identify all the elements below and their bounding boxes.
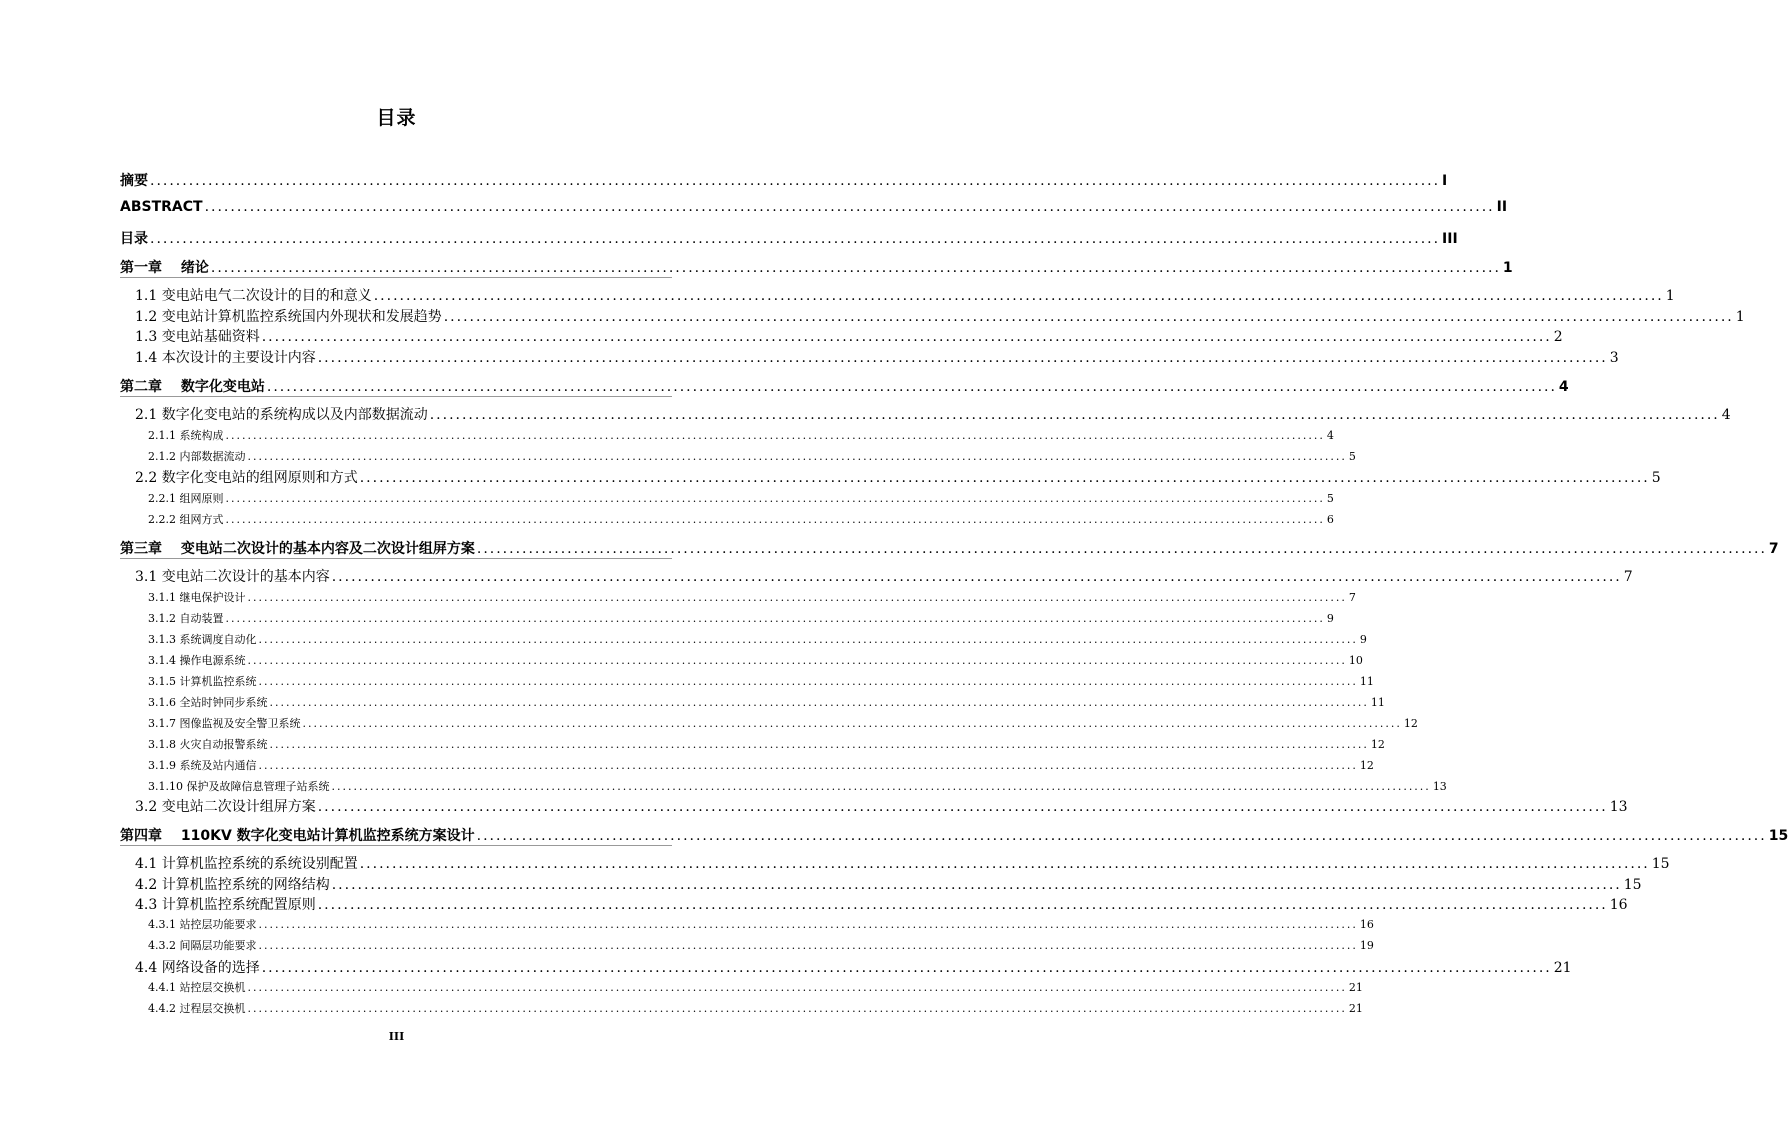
toc-entry-page: 11 (1370, 696, 1385, 709)
toc-entry-page: 5 (1348, 450, 1356, 463)
toc-entry[interactable] (135, 796, 1628, 816)
toc-entry[interactable] (148, 589, 1356, 605)
toc-entry[interactable] (148, 778, 1447, 794)
toc-entry-label: 1.3 变电站基础资料 (135, 329, 260, 345)
page-number-footer: III (388, 1030, 405, 1043)
toc-entry[interactable] (135, 894, 1628, 914)
toc-entry-page: 13 (1609, 799, 1628, 815)
toc-entry-page: 1 (1502, 260, 1513, 276)
toc-entry[interactable] (135, 853, 1670, 873)
leader-dots: ........................................................................................................................................................................................................ (476, 828, 1767, 844)
toc-entry[interactable] (135, 957, 1572, 977)
toc-entry[interactable] (148, 673, 1374, 689)
leader-dots: ........................................................................................................................................................................................................ (373, 288, 1664, 304)
leader-dots: ........................................................................................................................................................................................................ (261, 960, 1552, 976)
toc-entry[interactable] (148, 511, 1334, 527)
toc-entry[interactable] (148, 979, 1363, 995)
toc-entry-label: 第四章 110KV 数字化变电站计算机监控系统方案设计 (120, 828, 475, 844)
toc-entry[interactable] (148, 736, 1385, 752)
leader-dots: ........................................................................................................................................................................................................ (331, 780, 1431, 793)
leader-dots: ........................................................................................................................................................................................................ (225, 513, 1325, 526)
toc-entry-label: 3.1 变电站二次设计的基本内容 (135, 569, 330, 585)
leader-dots: ........................................................................................................................................................................................................ (359, 470, 1650, 486)
toc-entry[interactable] (148, 1000, 1363, 1016)
toc-entry-page: 4 (1721, 407, 1731, 423)
toc-entry-label: 3.1.7 图像监视及安全警卫系统 (148, 717, 301, 730)
toc-entry-page: 15 (1623, 877, 1642, 893)
toc-entry[interactable] (148, 757, 1374, 773)
toc-entry-page: 1 (1665, 288, 1675, 304)
leader-dots: ........................................................................................................................................................................................................ (317, 897, 1608, 913)
leader-dots: ........................................................................................................................................................................................................ (317, 350, 1608, 366)
toc-entry-label: 4.3.2 间隔层功能要求 (148, 939, 257, 952)
leader-dots: ........................................................................................................................................................................................................ (317, 799, 1608, 815)
toc-entry[interactable] (148, 490, 1334, 506)
toc-entry[interactable] (135, 347, 1619, 367)
toc-entry-page: III (1442, 231, 1458, 247)
leader-dots: ........................................................................................................................................................................................................ (247, 450, 1347, 463)
toc-entry-page: 2 (1553, 329, 1563, 345)
toc-entry-label: 2.2.2 组网方式 (148, 513, 224, 526)
toc-entry[interactable] (135, 285, 1675, 305)
leader-dots: ........................................................................................................................................................................................................ (258, 939, 1358, 952)
toc-entry-label: 4.4.1 站控层交换机 (148, 981, 246, 994)
toc-entry-label: ABSTRACT (120, 199, 203, 215)
toc-entry-label: 2.1 数字化变电站的系统构成以及内部数据流动 (135, 407, 428, 423)
toc-entry-page: 10 (1348, 654, 1363, 667)
toc-entry-label: 4.3 计算机监控系统配置原则 (135, 897, 316, 913)
toc-entry-page: 13 (1432, 780, 1447, 793)
toc-entry-label: 4.3.1 站控层功能要求 (148, 918, 257, 931)
toc-entry-page: 3 (1609, 350, 1619, 366)
toc-entry-page: 12 (1370, 738, 1385, 751)
toc-entry[interactable] (120, 376, 1569, 396)
toc-entry-page: 12 (1403, 717, 1418, 730)
toc-entry-label: 3.1.9 系统及站内通信 (148, 759, 257, 772)
toc-entry[interactable] (120, 257, 1513, 277)
toc-entry-label: 第二章 数字化变电站 (120, 379, 265, 395)
page-title: 目录 (376, 107, 417, 129)
leader-dots: ........................................................................................................................................................................................................ (225, 429, 1325, 442)
toc-entry-label: 2.2.1 组网原则 (148, 492, 224, 505)
toc-entry-page: 6 (1326, 513, 1334, 526)
toc-entry-page: 21 (1348, 1002, 1363, 1015)
toc-entry[interactable] (120, 228, 1458, 248)
toc-entry-label: 1.1 变电站电气二次设计的目的和意义 (135, 288, 372, 304)
toc-entry-label: 3.1.1 继电保护设计 (148, 591, 246, 604)
toc-entry-label: 4.1 计算机监控系统的系统设别配置 (135, 856, 358, 872)
toc-entry-label: 摘要 (120, 173, 148, 189)
toc-entry-page: 7 (1348, 591, 1356, 604)
toc-entry-page: 15 (1651, 856, 1670, 872)
leader-dots: ........................................................................................................................................................................................................ (331, 877, 1622, 893)
toc-entry-label: 3.1.6 全站时钟同步系统 (148, 696, 268, 709)
toc-entry-page: 5 (1326, 492, 1334, 505)
leader-dots: ........................................................................................................................................................................................................ (476, 541, 1767, 557)
toc-entry-label: 2.1.1 系统构成 (148, 429, 224, 442)
leader-dots: ........................................................................................................................................................................................................ (302, 717, 1402, 730)
toc-entry-label: 2.2 数字化变电站的组网原则和方式 (135, 470, 358, 486)
toc-entry-label: 1.4 本次设计的主要设计内容 (135, 350, 316, 366)
toc-entry[interactable] (120, 199, 1508, 215)
leader-dots: ........................................................................................................................................................................................................ (247, 981, 1347, 994)
leader-dots: ........................................................................................................................................................................................................ (204, 199, 1495, 215)
toc-entry-label: 4.2 计算机监控系统的网络结构 (135, 877, 330, 893)
toc-entry-page: 16 (1359, 918, 1374, 931)
toc-entry-page: 4 (1558, 379, 1569, 395)
toc-entry[interactable] (120, 538, 1779, 558)
leader-dots: ........................................................................................................................................................................................................ (266, 379, 1557, 395)
toc-entry[interactable] (148, 916, 1374, 932)
leader-dots: ........................................................................................................................................................................................................ (247, 591, 1347, 604)
toc-entry[interactable] (148, 448, 1356, 464)
toc-entry[interactable] (135, 404, 1731, 424)
toc-entry-label: 第一章 绪论 (120, 260, 209, 276)
toc-entry-label: 第三章 变电站二次设计的基本内容及二次设计组屏方案 (120, 541, 475, 557)
divider (120, 845, 672, 846)
leader-dots: ........................................................................................................................................................................................................ (210, 260, 1501, 276)
toc-entry[interactable] (135, 306, 1745, 326)
toc-entry[interactable] (148, 427, 1334, 443)
toc-entry-label: 3.1.8 火灾自动报警系统 (148, 738, 268, 751)
toc-entry[interactable] (148, 631, 1367, 647)
toc-entry[interactable] (148, 652, 1363, 668)
toc-entry[interactable] (135, 467, 1661, 487)
toc-entry-label: 3.2 变电站二次设计组屏方案 (135, 799, 316, 815)
toc-entry[interactable] (120, 825, 1788, 845)
divider (120, 396, 672, 397)
leader-dots: ........................................................................................................................................................................................................ (225, 492, 1325, 505)
leader-dots: ........................................................................................................................................................................................................ (261, 329, 1552, 345)
toc-entry-label: 4.4 网络设备的选择 (135, 960, 260, 976)
toc-entry-label: 3.1.5 计算机监控系统 (148, 675, 257, 688)
toc-entry[interactable] (148, 694, 1385, 710)
toc-entry-page: 7 (1623, 569, 1633, 585)
leader-dots: ........................................................................................................................................................................................................ (269, 696, 1369, 709)
toc-entry-label: 2.1.2 内部数据流动 (148, 450, 246, 463)
leader-dots: ........................................................................................................................................................................................................ (247, 654, 1347, 667)
toc-entry-label: 3.1.10 保护及故障信息管理子站系统 (148, 780, 330, 793)
toc-entry-page: I (1442, 173, 1448, 189)
toc-entry[interactable] (148, 937, 1374, 953)
divider (120, 558, 672, 559)
toc-entry-label: 3.1.2 自动装置 (148, 612, 224, 625)
divider (120, 277, 672, 278)
toc-entry-page: II (1496, 199, 1508, 215)
leader-dots: ........................................................................................................................................................................................................ (443, 309, 1734, 325)
leader-dots: ........................................................................................................................................................................................................ (429, 407, 1720, 423)
toc-entry-page: 15 (1768, 828, 1788, 844)
toc-entry[interactable] (135, 326, 1563, 346)
toc-entry-page: 9 (1359, 633, 1367, 646)
leader-dots: ........................................................................................................................................................................................................ (225, 612, 1325, 625)
toc-entry-page: 9 (1326, 612, 1334, 625)
leader-dots: ........................................................................................................................................................................................................ (258, 759, 1358, 772)
toc-entry-label: 目录 (120, 231, 148, 247)
toc-entry-page: 12 (1359, 759, 1374, 772)
toc-entry[interactable] (135, 566, 1633, 586)
leader-dots: ........................................................................................................................................................................................................ (150, 231, 1441, 247)
leader-dots: ........................................................................................................................................................................................................ (359, 856, 1650, 872)
leader-dots: ........................................................................................................................................................................................................ (258, 675, 1358, 688)
leader-dots: ........................................................................................................................................................................................................ (258, 633, 1358, 646)
toc-entry-page: 21 (1553, 960, 1572, 976)
toc-entry-label: 4.4.2 过程层交换机 (148, 1002, 246, 1015)
toc-entry[interactable] (148, 610, 1334, 626)
leader-dots: ........................................................................................................................................................................................................ (247, 1002, 1347, 1015)
toc-entry-page: 16 (1609, 897, 1628, 913)
toc-entry[interactable] (135, 874, 1642, 894)
toc-entry-label: 3.1.4 操作电源系统 (148, 654, 246, 667)
toc-entry-page: 11 (1359, 675, 1374, 688)
toc-entry-page: 5 (1651, 470, 1661, 486)
leader-dots: ........................................................................................................................................................................................................ (269, 738, 1369, 751)
toc-entry-page: 7 (1768, 541, 1779, 557)
toc-entry-page: 1 (1735, 309, 1745, 325)
toc-entry[interactable] (120, 170, 1448, 190)
toc-entry-page: 4 (1326, 429, 1334, 442)
leader-dots: ........................................................................................................................................................................................................ (150, 173, 1441, 189)
toc-entry-page: 21 (1348, 981, 1363, 994)
toc-entry-label: 1.2 变电站计算机监控系统国内外现状和发展趋势 (135, 309, 442, 325)
toc-entry-page: 19 (1359, 939, 1374, 952)
leader-dots: ........................................................................................................................................................................................................ (258, 918, 1358, 931)
toc-entry-label: 3.1.3 系统调度自动化 (148, 633, 257, 646)
toc-entry[interactable] (148, 715, 1418, 731)
leader-dots: ........................................................................................................................................................................................................ (331, 569, 1622, 585)
